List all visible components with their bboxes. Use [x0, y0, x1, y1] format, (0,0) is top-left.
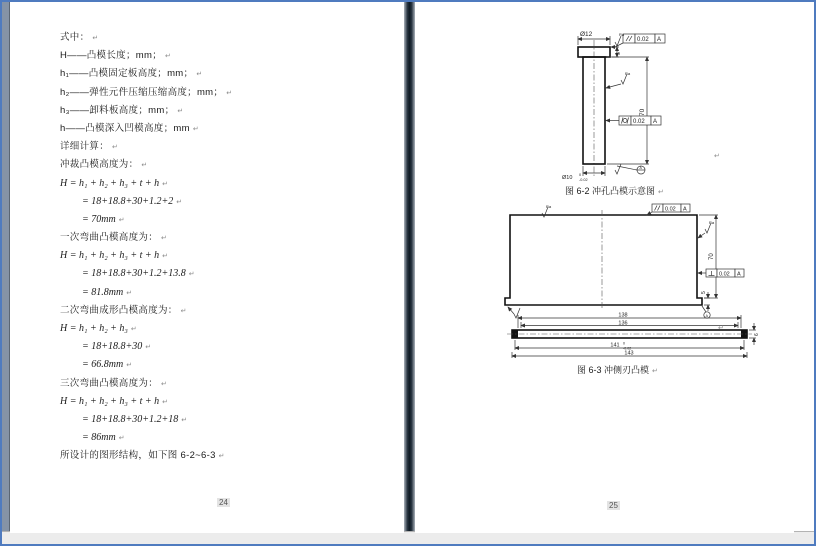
roughness-mark: [606, 71, 631, 88]
page-gap-divider: [404, 2, 415, 533]
doc-line-text: = 18+18.8+30: [82, 341, 143, 353]
svg-text:Ø10: Ø10: [562, 175, 573, 181]
doc-line: [60, 323, 390, 341]
paragraph-mark: ↵: [188, 271, 195, 279]
paragraph-mark: ↵: [192, 125, 199, 133]
doc-line-text: 所设计的图形结构，如下图 6-2~6-3: [60, 450, 216, 462]
doc-line: [60, 123, 390, 141]
paragraph-mark: ↵: [130, 326, 137, 333]
svg-text:0.02: 0.02: [637, 37, 649, 43]
doc-line-text: = 18+18.8+30+1.2+18: [82, 413, 179, 425]
doc-line-text: 一次弯曲凸模高度为：: [60, 232, 159, 244]
window-left-edge: [2, 2, 10, 533]
doc-line-text: H——凸模长度；mm；: [60, 50, 162, 62]
paragraph-mark: ↵: [218, 453, 225, 461]
dim-w4: 143: [624, 350, 634, 357]
doc-line: [60, 178, 390, 196]
doc-line-text: H = h₁ + h₂ + h₃ + t + h: [60, 177, 160, 189]
paragraph-mark: ↵: [162, 253, 169, 261]
page-25[interactable]: [415, 2, 794, 533]
doc-line: [82, 414, 390, 432]
body-text-block: [60, 32, 390, 469]
svg-text:-0.02: -0.02: [579, 178, 588, 182]
svg-text:A: A: [683, 206, 687, 213]
doc-line: [82, 341, 390, 359]
perpendicularity-tolerance-frame: [698, 269, 744, 278]
paragraph-mark: ↵: [177, 107, 184, 115]
datum-target: [617, 166, 645, 174]
roughness-mark: [615, 164, 621, 174]
svg-text:A: A: [657, 37, 662, 43]
svg-text:0: 0: [623, 341, 625, 346]
paragraph-mark: ↵: [118, 216, 125, 224]
doc-line: [82, 432, 390, 450]
doc-line: [82, 214, 390, 232]
doc-line-text: H = h₁ + h₂ + h₃ + t + h: [60, 250, 160, 262]
paragraph-mark: ↵: [181, 416, 188, 424]
svg-text:A: A: [705, 314, 708, 318]
svg-text:A: A: [653, 119, 658, 125]
doc-line: [82, 268, 390, 286]
paragraph-mark: ↵: [226, 89, 233, 97]
doc-line-text: h₃——卸料板高度；mm；: [60, 104, 175, 116]
dim-head-height: 5: [616, 52, 622, 55]
figure-6-3-caption: 图 6-3 冲侧刃凸模 ↵: [577, 365, 658, 375]
doc-line: [82, 287, 390, 305]
doc-line-text: = 18+18.8+30+1.2+2: [82, 195, 174, 207]
punch-body: [505, 215, 702, 305]
doc-line: [60, 32, 390, 50]
paragraph-mark: ↵: [714, 153, 720, 160]
doc-line-text: 三次弯曲凸模高度为：: [60, 377, 159, 389]
svg-text:141: 141: [610, 342, 620, 349]
svg-text:Ra: Ra: [619, 32, 625, 37]
svg-text:Ra: Ra: [709, 220, 715, 225]
svg-text:0.02: 0.02: [665, 206, 676, 213]
doc-line: [60, 305, 390, 323]
doc-line-text: 二次弯曲成形凸模高度为：: [60, 304, 178, 316]
svg-text:0.02: 0.02: [633, 119, 645, 125]
paragraph-mark: ↵: [92, 35, 99, 42]
doc-line: [82, 196, 390, 214]
dim-bottom-diameter: [562, 173, 588, 182]
doc-line: [60, 105, 390, 123]
paragraph-mark: ↵: [176, 198, 183, 206]
cylindricity-tolerance-frame: [606, 116, 661, 125]
doc-line: [60, 141, 390, 159]
paragraph-mark: ↵: [161, 380, 168, 388]
paragraph-mark: ↵: [112, 144, 119, 152]
dim-top-diameter: Ø12: [580, 31, 593, 38]
datum-target: [702, 306, 710, 318]
roughness-mark: [698, 220, 715, 238]
figure-6-2-drawing: [557, 28, 707, 188]
paragraph-mark: ↵: [162, 398, 169, 406]
paragraph-mark: ↵: [165, 53, 172, 61]
dim-shaft-length: 70: [639, 108, 646, 116]
doc-line-text: = 70mm: [82, 213, 116, 225]
doc-line-text: 详细计算：: [60, 141, 110, 153]
paragraph-mark: ↵: [141, 162, 148, 170]
doc-line-text: H = h₁ + h₂ + h₃ + t + h: [60, 395, 160, 407]
doc-line-text: 冲裁凸模高度为：: [60, 159, 139, 171]
svg-text:-0.02: -0.02: [623, 346, 632, 351]
paragraph-mark: ↵: [126, 289, 133, 297]
dim-thickness: 6: [754, 333, 760, 336]
doc-line-text: H = h₁ + h₂ + h₃: [60, 323, 128, 334]
doc-line-text: = 81.8mm: [82, 286, 124, 298]
doc-line: [60, 68, 390, 86]
svg-text:Ra: Ra: [546, 204, 552, 209]
paragraph-mark: ↵: [118, 435, 125, 443]
paragraph-mark: ↵: [126, 362, 133, 370]
doc-line-text: h₁——凸模固定板高度；mm；: [60, 68, 194, 80]
page-24[interactable]: [10, 2, 404, 533]
dim-foot-height: 5: [701, 291, 707, 294]
doc-line: [60, 87, 390, 105]
doc-line-text: = 18+18.8+30+1.2+13.8: [82, 268, 186, 280]
doc-line: [60, 450, 390, 468]
page-number: 25: [609, 501, 618, 510]
svg-text:A: A: [737, 271, 741, 278]
doc-line: [82, 359, 390, 377]
svg-text:Ra: Ra: [625, 71, 631, 76]
doc-line-text: 式中：: [60, 32, 90, 43]
dim-body-height: 70: [709, 253, 715, 260]
svg-text:A: A: [639, 166, 642, 170]
doc-line: [60, 159, 390, 177]
dim-w2: 136: [618, 320, 628, 327]
dim-w3-toleranced: [610, 342, 631, 351]
doc-line: [60, 50, 390, 68]
paragraph-mark: ↵: [180, 307, 187, 315]
paragraph-mark: ↵: [162, 180, 169, 188]
doc-line: [60, 378, 390, 396]
doc-line: [60, 396, 390, 414]
paragraph-mark: ↵: [161, 235, 168, 243]
dim-w1: 138: [618, 312, 628, 319]
doc-line-text: = 66.8mm: [82, 359, 124, 371]
doc-line: [60, 232, 390, 250]
paragraph-mark: ↵: [718, 325, 724, 332]
doc-line-text: h₂——弹性元件压缩压缩高度；mm；: [60, 86, 224, 98]
figure-6-3-drawing: [502, 202, 767, 362]
figure-6-2-caption: 图 6-2 冲孔凸模示意图 ↵: [565, 186, 664, 196]
page-number: 24: [219, 498, 228, 507]
paragraph-mark: ↵: [196, 71, 203, 79]
paragraph-mark: ↵: [145, 344, 152, 352]
parallelism-tolerance-frame: [647, 204, 690, 215]
svg-text:0: 0: [579, 173, 582, 177]
doc-line-text: = 86mm: [82, 432, 116, 444]
svg-text:0.02: 0.02: [719, 271, 730, 278]
doc-line-text: h——凸模深入凹模高度；mm: [60, 122, 190, 134]
doc-line: [60, 250, 390, 268]
